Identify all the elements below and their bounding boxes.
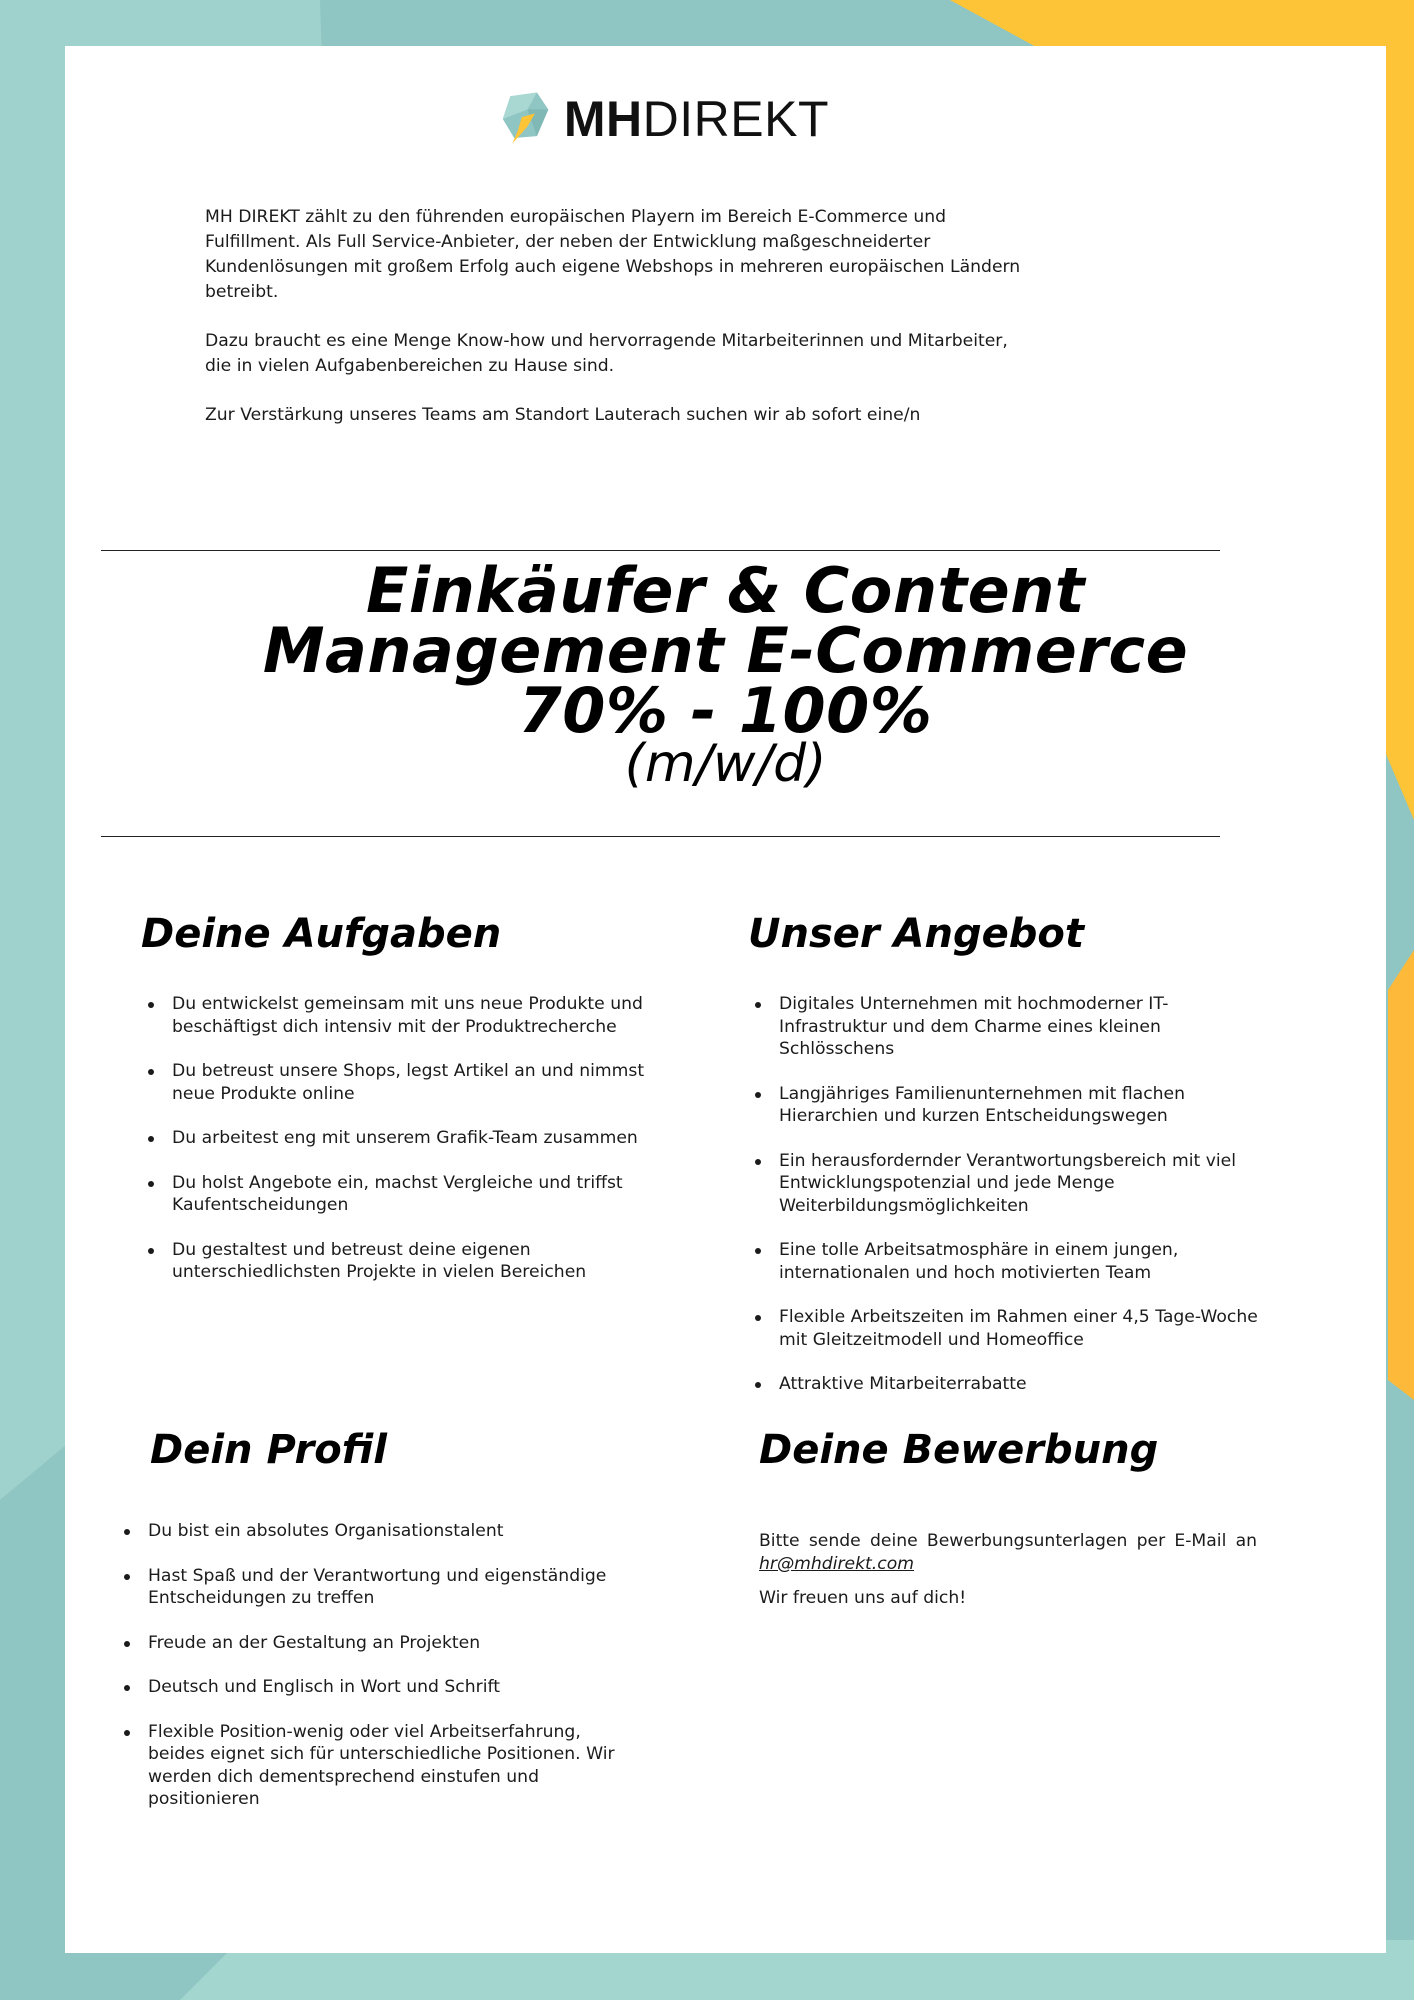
list-item: Du arbeitest eng mit unserem Grafik-Team zusammen [142,1127,662,1150]
list-item: Langjähriges Familienunternehmen mit flachen Hierarchien und kurzen Entscheidungswegen [749,1083,1259,1128]
divider-bottom [101,836,1220,837]
tasks-heading: Deine Aufgaben [141,911,502,957]
company-logo [499,87,829,151]
job-gender-note: (m/w/d) [624,734,827,794]
application-email-link[interactable]: hr@mhdirekt.com [759,1553,914,1574]
list-item: Du gestaltest und betreust deine eigenen unterschiedlichsten Projekte in vielen Bereichen [142,1239,662,1284]
intro-paragraph: Zur Verstärkung unseres Teams am Standort Lauterach suchen wir ab sofort eine/n [205,405,921,425]
offer-list [749,993,1259,1418]
list-item: Hast Spaß und der Verantwortung und eigenständige Entscheidungen zu treffen [118,1565,638,1610]
list-item: Eine tolle Arbeitsatmosphäre in einem jungen, internationalen und hoch motivierten Team [749,1239,1259,1284]
list-item: Flexible Position-wenig oder viel Arbeitserfahrung, beides eignet sich für unterschiedliche Positionen. Wir werden dich dementsprechend einstufen und positionieren [118,1721,638,1811]
job-workload: 70% - 100% [518,674,933,747]
application-instruction-text: Bitte sende deine Bewerbungsunterlagen per E-Mail an [759,1531,1257,1551]
list-item: Du bist ein absolutes Organisationstalent [118,1520,638,1543]
list-item: Du entwickelst gemeinsam mit uns neue Produkte und beschäftigst dich intensiv mit der Produktrecherche [142,993,662,1038]
mh-direkt-logo-icon [499,87,556,151]
profile-heading: Dein Profil [150,1427,387,1473]
logo-wordmark-regular: DIREKT [642,91,829,147]
intro-paragraph: MH DIREKT zählt zu den führenden europäischen Playern im Bereich E-Commerce und Fulfillment. Als Full Service-Anbieter, der neben der Entwicklung maßgeschneiderter Kundenlösungen mit großem Erfolg auch eigene Webshops in mehreren europäischen Ländern betreibt. [205,207,1021,302]
logo-wordmark-bold: MH [563,91,643,147]
intro-paragraph: Dazu braucht es eine Menge Know-how und hervorragende Mitarbeiterinnen und Mitarbeiter, die in vielen Aufgabenbereichen zu Hause sind. [205,331,1008,376]
tasks-list [142,993,662,1306]
application-closing: Wir freuen uns auf dich! [759,1588,967,1608]
list-item: Digitales Unternehmen mit hochmoderner IT-Infrastruktur und dem Charme eines kleinen Schlösschens [749,993,1259,1061]
profile-list [118,1520,638,1833]
list-item: Du holst Angebote ein, machst Vergleiche und triffst Kaufentscheidungen [142,1172,662,1217]
job-title-line-2: Management E-Commerce [262,614,1189,687]
divider-top [101,550,1220,551]
application-text [759,1530,1257,1622]
list-item: Flexible Arbeitszeiten im Rahmen einer 4,5 Tage-Woche mit Gleitzeitmodell und Homeoffice [749,1306,1259,1351]
list-item: Deutsch und Englisch in Wort und Schrift [118,1676,638,1699]
logo-wordmark [564,90,829,148]
list-item: Du betreust unsere Shops, legst Artikel an und nimmst neue Produkte online [142,1060,662,1105]
list-item: Ein herausfordernder Verantwortungsbereich mit viel Entwicklungspotenzial und jede Menge Weiterbildungsmöglichkeiten [749,1150,1259,1218]
intro-text [205,205,1035,452]
list-item: Attraktive Mitarbeiterrabatte [749,1373,1259,1396]
offer-heading: Unser Angebot [748,911,1084,957]
application-heading: Deine Bewerbung [759,1427,1159,1473]
list-item: Freude an der Gestaltung an Projekten [118,1632,638,1655]
application-instruction [759,1530,1257,1575]
job-title-line-1: Einkäufer & Content [366,554,1085,627]
